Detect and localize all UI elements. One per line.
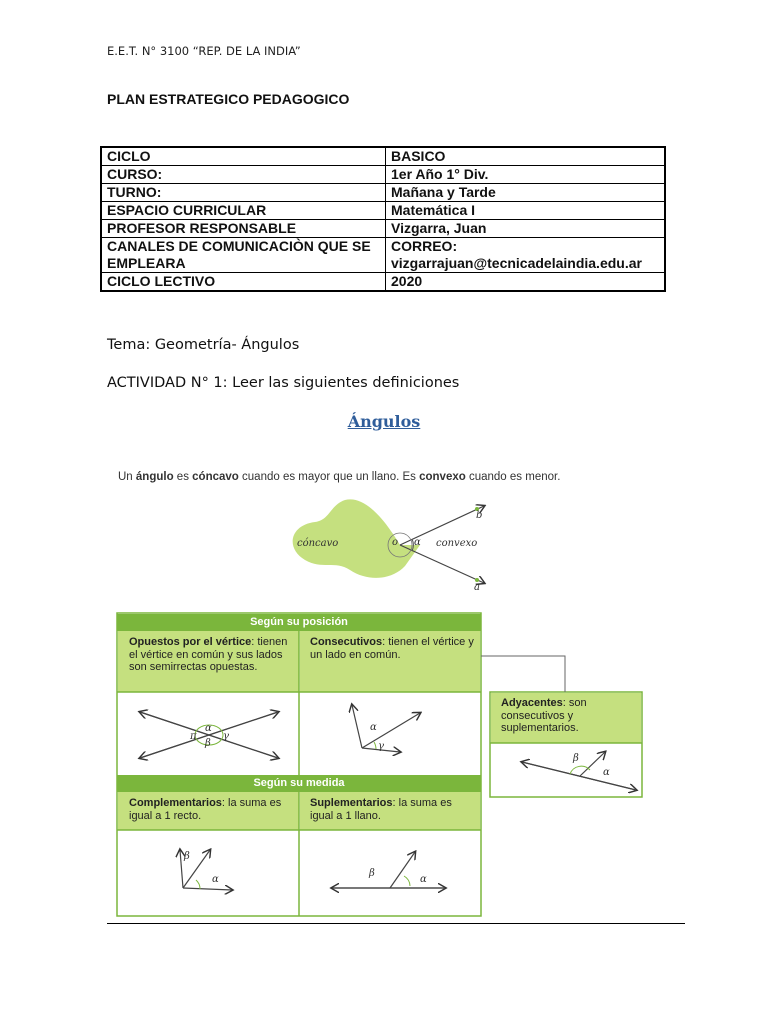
beta-label: β bbox=[205, 738, 211, 749]
point-a-label: a bbox=[474, 582, 480, 593]
alpha-label: α bbox=[370, 722, 377, 733]
table-value: CORREO: vizgarrajuan@tecnicadelaindia.edu.ar bbox=[386, 238, 666, 273]
table-label: CANALES DE COMUNICACIÒN QUE SE EMPLEARA bbox=[101, 238, 386, 273]
pi-label: π bbox=[190, 731, 197, 742]
table-label: CICLO LECTIVO bbox=[101, 273, 386, 292]
concavo-label: cóncavo bbox=[297, 538, 339, 549]
complementarios-text: Complementarios: la suma es igual a 1 recto. bbox=[129, 797, 282, 822]
vertex-label: o bbox=[392, 537, 399, 548]
table-value: Vizgarra, Juan bbox=[386, 220, 666, 238]
activity-line: ACTIVIDAD N° 1: Leer las siguientes definiciones bbox=[107, 375, 460, 391]
tema-line: Tema: Geometría- Ángulos bbox=[107, 337, 300, 353]
table-value: BASICO bbox=[386, 147, 666, 166]
table-value: Mañana y Tarde bbox=[386, 184, 666, 202]
opuestos-text: Opuestos por el vértice: tienen el vértice en común y sus lados son semirrectas opuestas. bbox=[129, 636, 288, 673]
alpha-label: α bbox=[212, 874, 219, 885]
beta-label: β bbox=[369, 868, 375, 879]
gamma-label: γ bbox=[378, 741, 384, 752]
table-value: Matemática I bbox=[386, 202, 666, 220]
plan-title: PLAN ESTRATEGICO PEDAGOGICO bbox=[107, 91, 350, 107]
consecutivos-text: Consecutivos: tienen el vértice y un lado en común. bbox=[310, 636, 474, 661]
alpha-label: α bbox=[205, 723, 212, 734]
table-value: 1er Año 1° Div. bbox=[386, 166, 666, 184]
gamma-label: γ bbox=[223, 731, 229, 742]
adyacentes-text: Adyacentes: son consecutivos y suplementarios. bbox=[501, 697, 587, 734]
table-label: ESPACIO CURRICULAR bbox=[101, 202, 386, 220]
alpha-label: α bbox=[420, 874, 427, 885]
school-header: E.E.T. N° 3100 “REP. DE LA INDIA” bbox=[107, 44, 301, 58]
bottom-rule bbox=[107, 923, 685, 924]
beta-label: β bbox=[184, 851, 190, 862]
table-label: TURNO: bbox=[101, 184, 386, 202]
table-label: CURSO: bbox=[101, 166, 386, 184]
beta-label: β bbox=[573, 753, 579, 764]
table-value: 2020 bbox=[386, 273, 666, 292]
alpha-label: α bbox=[603, 767, 610, 778]
convexo-label: convexo bbox=[436, 538, 478, 549]
table-label: PROFESOR RESPONSABLE bbox=[101, 220, 386, 238]
medida-title: Según su medida bbox=[253, 777, 345, 789]
alpha-label: α bbox=[414, 537, 421, 548]
intro-sentence: Un ángulo es cóncavo cuando es mayor que un llano. Es convexo cuando es menor. bbox=[118, 471, 561, 483]
posicion-title: Según su posición bbox=[250, 616, 348, 628]
suplementarios-text: Suplementarios: la suma es igual a 1 llano. bbox=[310, 797, 452, 822]
point-b-label: b bbox=[476, 510, 483, 521]
section-title: Ángulos bbox=[347, 412, 421, 431]
table-label: CICLO bbox=[101, 147, 386, 166]
